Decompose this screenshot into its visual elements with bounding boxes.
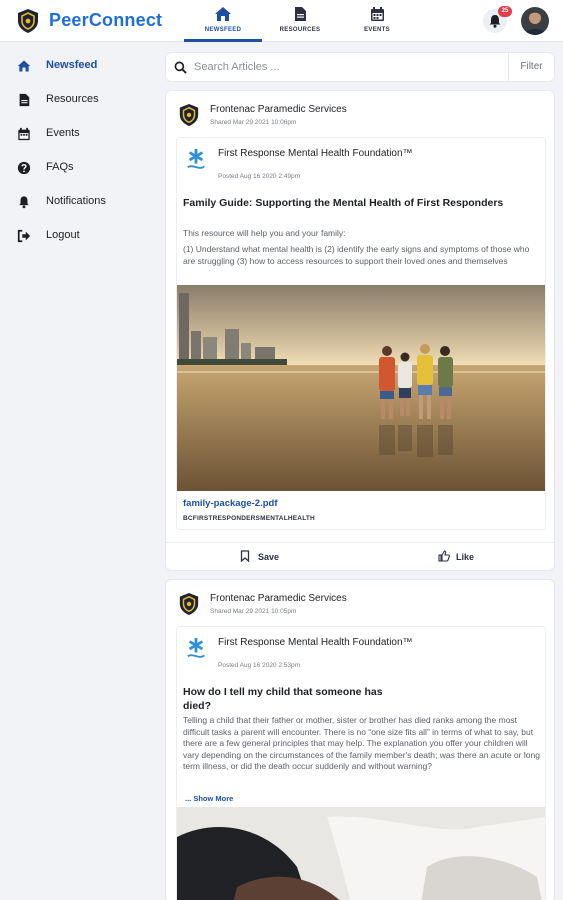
sidebar-item-label: FAQs	[46, 161, 74, 173]
sidebar-item-label: Notifications	[46, 195, 106, 207]
org-posted-date: Posted Aug 16 2020 2:53pm	[218, 662, 301, 669]
pdf-attachment-link[interactable]: family-package-2.pdf	[183, 498, 278, 509]
sidebar-item-newsfeed[interactable]	[0, 52, 160, 80]
sidebar-item-notifications[interactable]	[0, 188, 160, 216]
sidebar-item-label: Newsfeed	[46, 59, 98, 71]
user-avatar[interactable]	[521, 7, 549, 35]
article-tag: BCFIRSTRESPONDERSMENTALHEALTH	[183, 515, 315, 522]
article-title[interactable]: How do I tell my child that someone has died?	[183, 686, 383, 712]
calendar-icon	[370, 5, 385, 23]
top-bar	[0, 0, 563, 42]
post-card	[165, 90, 555, 571]
tab-newsfeed[interactable]	[184, 5, 262, 41]
question-icon	[17, 161, 31, 175]
org-name: First Response Mental Health Foundation™	[218, 148, 413, 159]
like-label: Like	[456, 552, 475, 562]
frontenac-paramedic-logo-icon[interactable]	[178, 592, 200, 616]
filter-button[interactable]: Filter	[508, 53, 554, 81]
article-title[interactable]: Family Guide: Supporting the Mental Health of First Responders	[183, 197, 504, 209]
calendar-icon	[17, 127, 31, 141]
notification-count-badge: 25	[498, 6, 512, 17]
tab-newsfeed-label: NEWSFEED	[204, 27, 242, 33]
file-icon	[17, 93, 31, 107]
shared-article[interactable]	[176, 137, 546, 530]
logout-icon	[17, 229, 31, 243]
frontenac-paramedic-logo-icon[interactable]	[178, 103, 200, 127]
post-author[interactable]: Frontenac Paramedic Services	[210, 593, 347, 604]
post-author[interactable]: Frontenac Paramedic Services	[210, 104, 347, 115]
article-intro: This resource will help you and your family:	[183, 228, 346, 238]
search-input[interactable]	[194, 57, 504, 77]
article-photo	[177, 807, 546, 900]
bookmark-icon	[240, 550, 250, 562]
post-shared-date: Shared Mar 29 2021 10:05pm	[210, 608, 297, 615]
star-of-life-icon	[185, 636, 207, 660]
file-icon	[293, 5, 307, 23]
sidebar-item-logout[interactable]	[0, 222, 160, 250]
beach-photo	[177, 285, 546, 491]
tab-events-label: EVENTS	[364, 27, 390, 33]
peerconnect-logo-icon[interactable]	[16, 8, 40, 34]
star-of-life-icon	[185, 147, 207, 171]
thumbs-up-icon	[438, 550, 450, 562]
post-actions	[166, 542, 555, 570]
search-icon	[174, 61, 187, 74]
sidebar-item-events[interactable]	[0, 120, 160, 148]
bell-icon	[17, 195, 31, 209]
article-body: (1) Understand what mental health is (2) identify the early signs and symptoms of those who are struggling (3) how to access resources to support their loved ones and themselves	[183, 244, 530, 266]
active-tab-indicator	[184, 39, 262, 42]
sidebar-item-label: Resources	[46, 93, 99, 105]
sidebar	[0, 42, 160, 900]
post-card	[165, 579, 555, 900]
shared-article[interactable]	[176, 626, 546, 900]
sidebar-item-label: Logout	[46, 229, 80, 241]
tab-events[interactable]	[338, 5, 416, 41]
article-body: Telling a child that their father or mother, sister or brother has died ranks among the most difficult tasks a parent will encounter. There is no “one size fits all” in terms of what to say, but there are a few general principles that may help. The explanation you offer your children will vary depending on the circumstances of the family member's death; was there an acute or long term illness, or did the death occur suddenly and without warning?	[183, 715, 540, 771]
save-label: Save	[258, 552, 280, 562]
post-shared-date: Shared Mar 29 2021 10:06pm	[210, 119, 297, 126]
sidebar-item-label: Events	[46, 127, 80, 139]
app-title[interactable]: PeerConnect	[49, 10, 163, 30]
tab-resources[interactable]	[261, 5, 339, 41]
home-icon	[17, 59, 31, 73]
home-icon	[214, 5, 232, 23]
sidebar-item-faqs[interactable]	[0, 154, 160, 182]
org-name: First Response Mental Health Foundation™	[218, 637, 413, 648]
search-bar	[165, 52, 555, 82]
sidebar-item-resources[interactable]	[0, 86, 160, 114]
tab-resources-label: RESOURCES	[279, 27, 321, 33]
show-more-link[interactable]: ... Show More	[185, 794, 234, 803]
org-posted-date: Posted Aug 16 2020 2:49pm	[218, 173, 301, 180]
